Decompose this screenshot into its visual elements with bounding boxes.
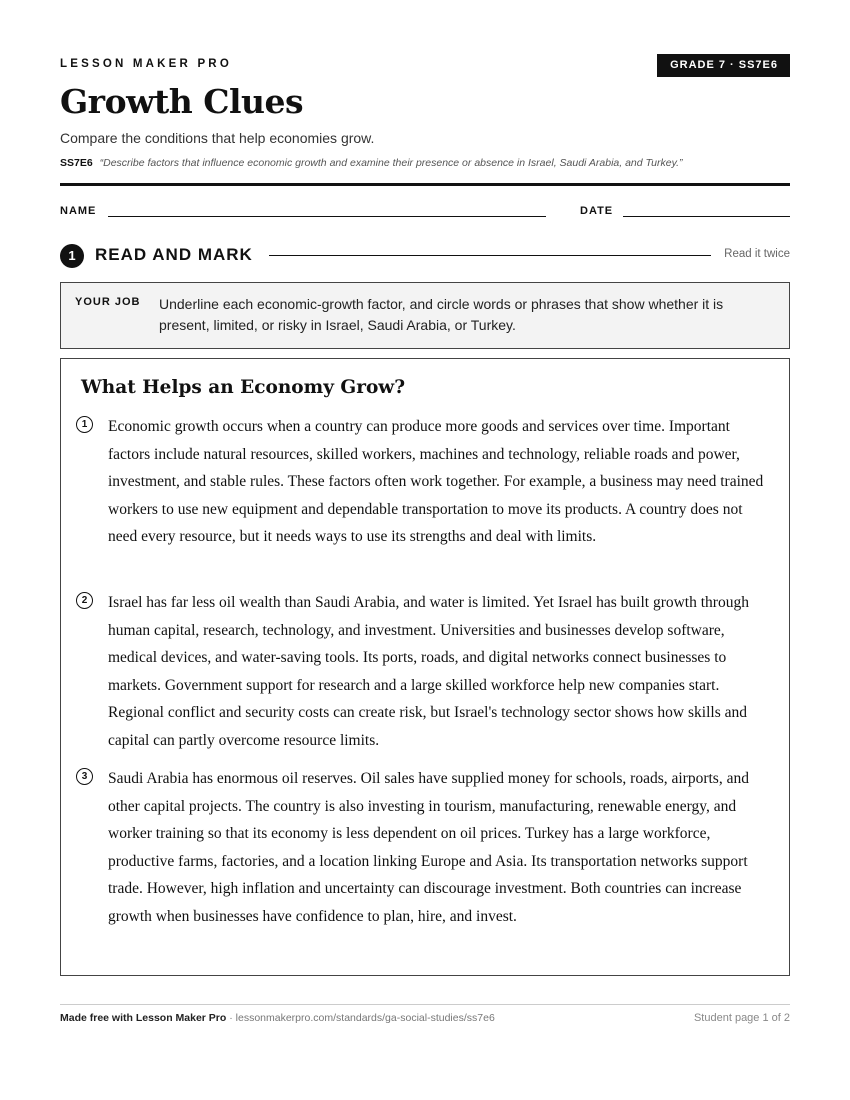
- name-label: NAME: [60, 205, 97, 217]
- reading-passage-box: [60, 358, 790, 976]
- page-title: Growth Clues: [60, 82, 304, 121]
- paragraph-2: Israel has far less oil wealth than Saudi Arabia, and water is limited. Yet Israel has built growth through human capital, research, technology, and investment. Universities and businesses develop software, medical devices, and water-saving tools. Its ports, roads, and digital networks connect businesses to markets. Government support for research and a large skilled workforce help new companies start. Regional conflict and security costs can create risk, but Israel's technology sector shows how skills and capital can partly overcome resource limits.: [108, 594, 749, 749]
- grade-badge: GRADE 7 · SS7E6: [657, 54, 790, 77]
- footer-url[interactable]: lessonmakerpro.com/standards/ga-social-studies/ss7e6: [235, 1012, 495, 1024]
- section-header-read-and-mark: [60, 243, 790, 267]
- paragraph-1: Economic growth occurs when a country can produce more goods and services over time. Important factors include natural resources, skilled workers, machines and technology, reliable roads and power, investment, and stable rules. These factors often work together. For example, a business may need trained workers to use new equipment and dependable transportation to move its products. A country does not need every resource, but it needs ways to use its strengths and deal with limits.: [108, 418, 764, 545]
- footer-divider: [60, 1004, 790, 1005]
- paragraph-3: Saudi Arabia has enormous oil reserves. Oil sales have supplied money for schools, roads, airports, and other capital projects. The country is also investing in tourism, manufacturing, renewable energy, and worker training so that its economy is less dependent on oil prices. Turkey has a large workforce, productive farms, factories, and a location linking Europe and Asia. Its transportation networks support trade. However, high inflation and uncertainty can discourage investment. Both countries can increase growth when businesses have confidence to plan, hire, and invest.: [108, 770, 749, 925]
- paragraph-number-3: 3: [76, 768, 93, 785]
- footer-credit: [60, 1012, 495, 1024]
- job-label: YOUR JOB: [75, 296, 141, 308]
- reading-title: What Helps an Economy Grow?: [81, 377, 406, 398]
- page-subtitle: Compare the conditions that help economies grow.: [60, 130, 375, 146]
- date-field[interactable]: [623, 216, 790, 217]
- name-date-row: [60, 204, 790, 218]
- paragraph-number-1: 1: [76, 416, 93, 433]
- section-note: Read it twice: [724, 248, 790, 260]
- section-title: READ AND MARK: [95, 245, 253, 264]
- paragraph-number-2: 2: [76, 592, 93, 609]
- footer-separator: ·: [226, 1012, 236, 1024]
- standard-text: “Describe factors that influence economic growth and examine their presence or absence in Israel, Saudi Arabia, and Turkey.”: [99, 157, 683, 169]
- standard-line: [60, 157, 682, 169]
- footer-made-with: Made free with Lesson Maker Pro: [60, 1012, 227, 1024]
- brand-name: LESSON MAKER PRO: [60, 58, 232, 70]
- job-instructions: Underline each economic-growth factor, and circle words or phrases that show whether it is present, limited, or risky in Israel, Saudi Arabia, or Turkey.: [159, 296, 724, 333]
- footer-page-number: Student page 1 of 2: [693, 1012, 790, 1024]
- date-label: DATE: [580, 205, 614, 217]
- section-number-badge: 1: [60, 244, 84, 268]
- standard-code: SS7E6: [60, 157, 93, 169]
- name-field[interactable]: [108, 216, 546, 217]
- your-job-box: [60, 282, 790, 349]
- header-divider: [60, 183, 790, 186]
- section-rule: [269, 255, 711, 256]
